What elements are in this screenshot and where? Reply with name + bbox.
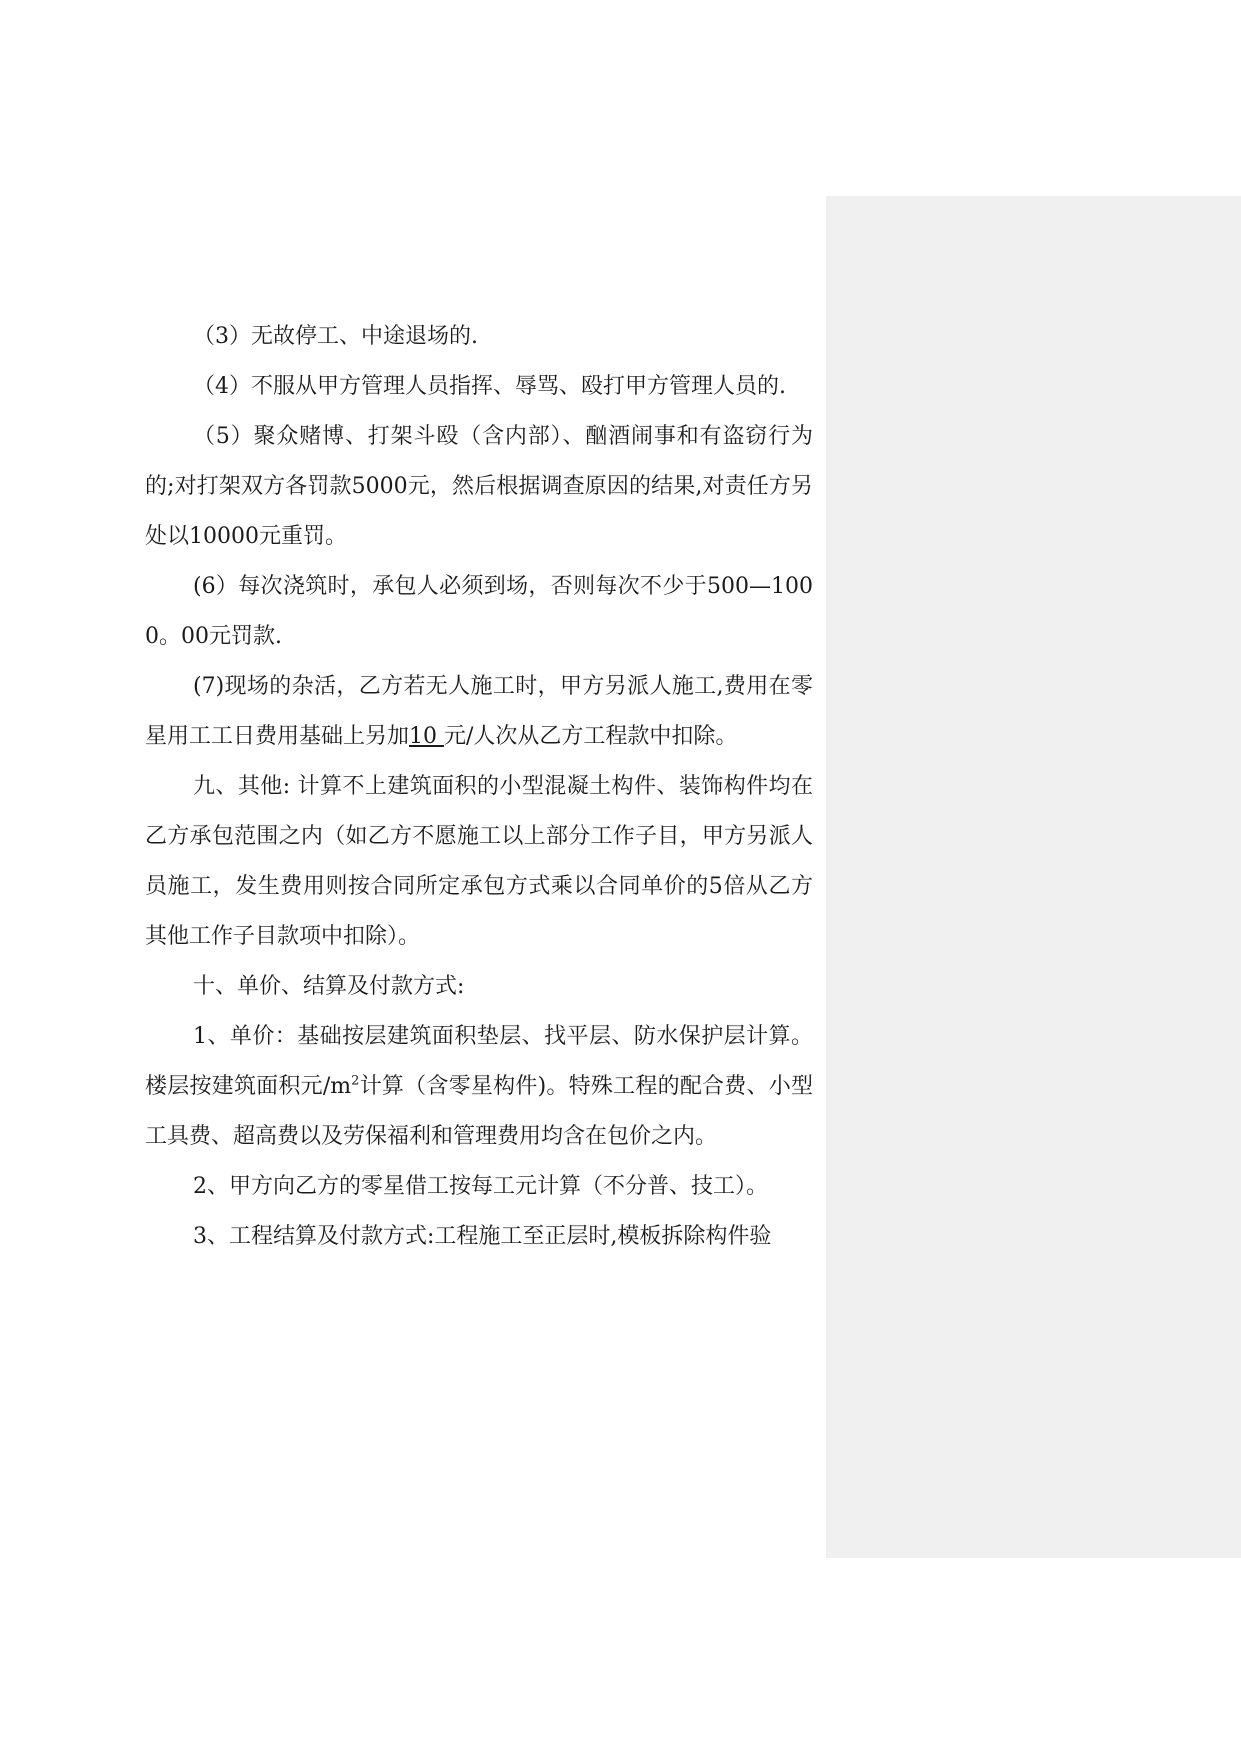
clause-item-6: (6）每次浇筑时，承包人必须到场，否则每次不少于500—1000。00元罚款. <box>145 574 813 649</box>
section-ten-heading: 十、单价、结算及付款方式: <box>193 974 465 999</box>
comment-margin-pane <box>826 196 1241 1558</box>
unit-price-text-b: 计算（含零星构件)。特殊工程的配合费、小型工具费、超高费以及劳保福利和管理费用均含在包价之内。 <box>145 1074 813 1149</box>
unit-price-clause <box>145 1012 813 1162</box>
clause-item-4: （4）不服从甲方管理人员指挥、辱骂、殴打甲方管理人员的. <box>193 374 786 399</box>
labor-borrow-clause: 2、甲方向乙方的零星借工按每工元计算（不分普、技工）。 <box>193 1174 768 1199</box>
settlement-clause: 3、工程结算及付款方式:工程施工至正层时,模板拆除构件验 <box>193 1224 772 1249</box>
clause-item-7 <box>145 662 813 762</box>
surcharge-amount: 10 <box>409 724 445 749</box>
document-body <box>145 312 813 1262</box>
clause-item-7-text-b: 元/人次从乙方工程款中扣除。 <box>444 724 738 749</box>
square-superscript: 2 <box>351 1073 360 1089</box>
section-nine-other: 九、其他: 计算不上建筑面积的小型混凝土构件、装饰构件均在乙方承包范围之内（如乙方不愿施工以上部分工作子目，甲方另派人员施工，发生费用则按合同所定承包方式乘以合同单价的5倍从乙方其他工作子目款项中扣除）。 <box>145 774 813 949</box>
unit-price-text-a: 1、单价：基础按层建筑面积垫层、找平层、防水保护层计算。楼层按建筑面积元/m <box>145 1024 813 1099</box>
clause-item-3: （3）无故停工、中途退场的. <box>193 324 478 349</box>
clause-item-7-text-a: (7)现场的杂活，乙方若无人施工时，甲方另派人施工,费用在零星用工工日费用基础上另加 <box>145 674 813 749</box>
clause-item-5: （5）聚众赌博、打架斗殴（含内部）、酗酒闹事和有盗窃行为的;对打架双方各罚款5000元，然后根据调查原因的结果,对责任方另处以10000元重罚。 <box>145 424 813 549</box>
